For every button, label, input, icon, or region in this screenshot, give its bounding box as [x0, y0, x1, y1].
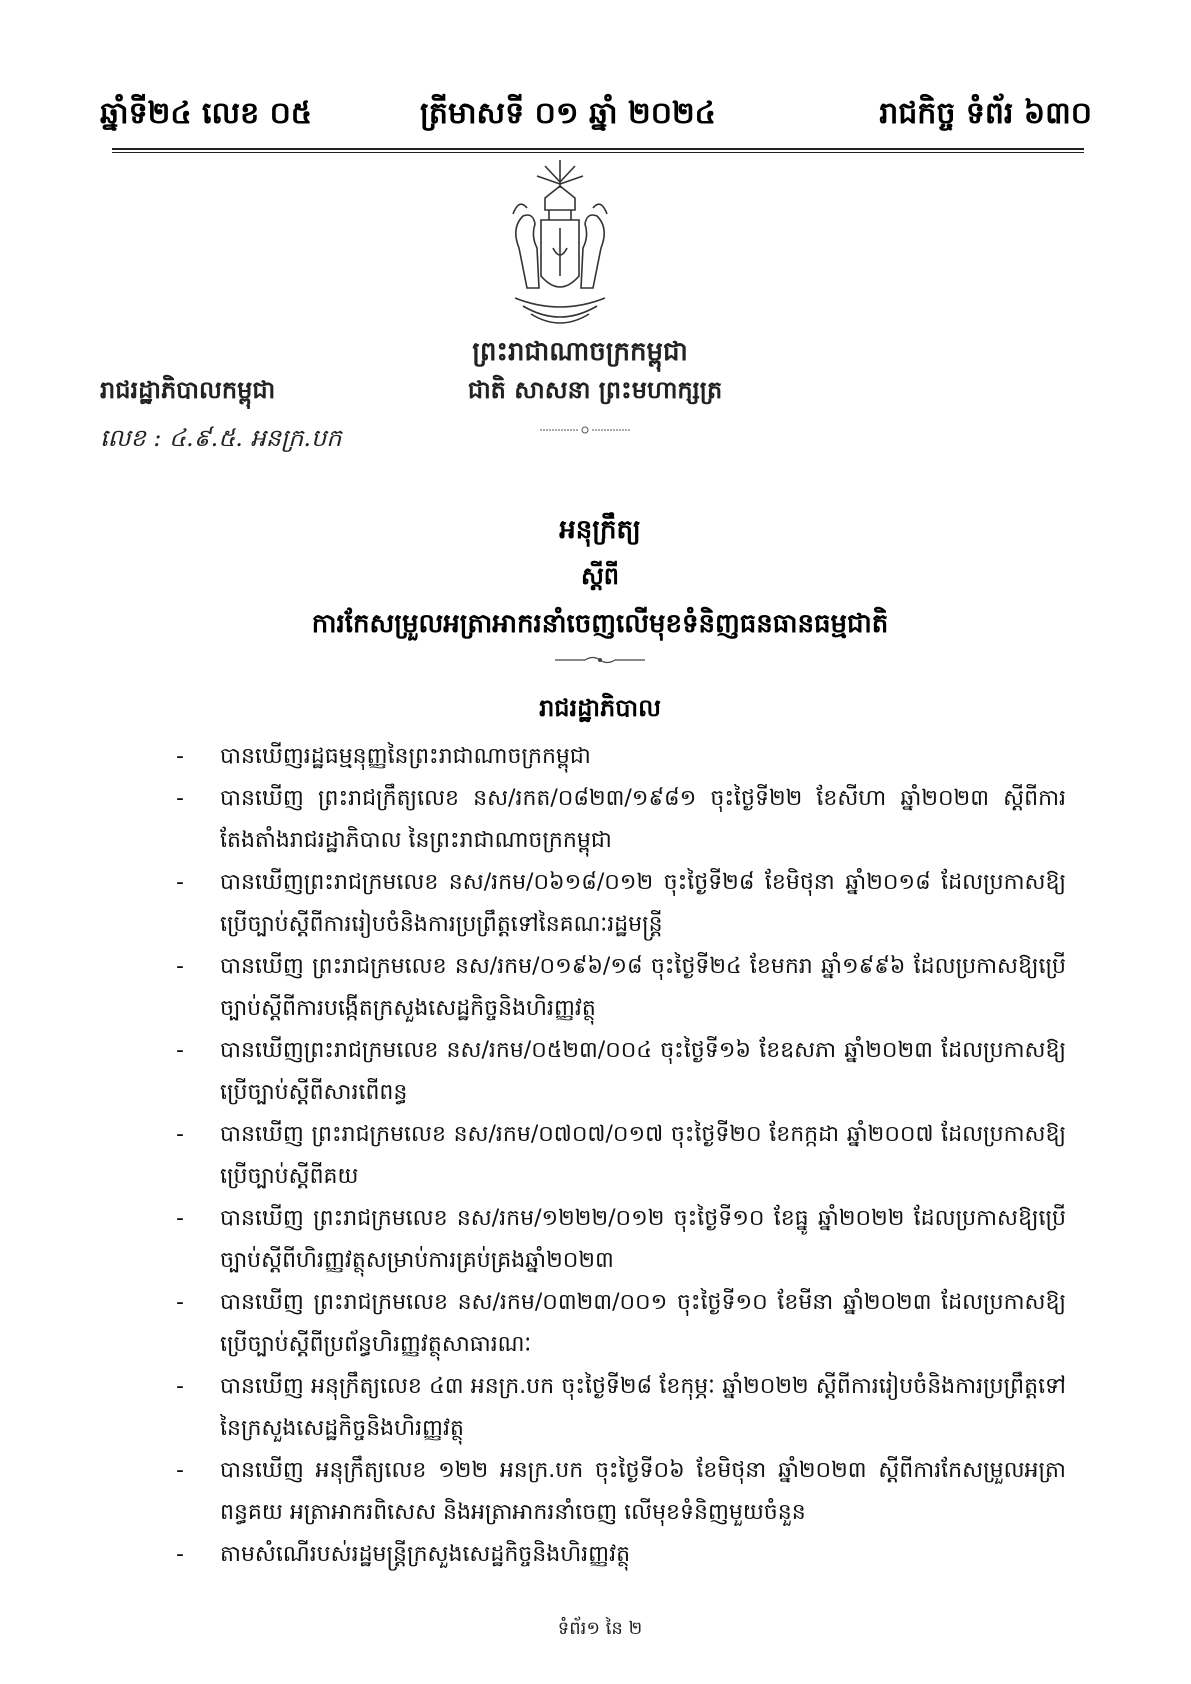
list-item: - បានឃើញ អនុក្រឹត្យលេខ ៤៣ អនក្រ.បក ចុះថ្ងៃទី២៨ ខែកុម្ភៈ ឆ្នាំ២០២២ ស្ដីពីការរៀបចំនិងការប្រព្រឹត្តទៅនៃក្រសួងសេដ្ឋកិច្ចនិងហិរញ្ញវត្ថុ	[176, 1374, 1066, 1441]
list-item: - តាមសំណើរបស់រដ្ឋមន្ត្រីក្រសួងសេដ្ឋកិច្ចនិងហិរញ្ញវត្ថុ	[176, 1542, 631, 1567]
header-rule	[112, 148, 1084, 153]
kingdom-name: ព្រះរាជាណាចក្រកម្ពុជា	[472, 337, 688, 367]
government-name: រាជរដ្ឋាភិបាលកម្ពុជា	[100, 375, 276, 404]
list-item-text: បានឃើញព្រះរាជក្រមលេខ នស/រកម/០៥២៣/០០៤ ចុះថ្ងៃទី១៦ ខែឧសភា ឆ្នាំ២០២៣ ដែលប្រកាសឱ្យប្រើច្បាប់ស្ដីពីសារពើពន្ធ	[220, 1038, 1066, 1105]
page-footer-number: ទំព័រ១ នៃ ២	[557, 1618, 643, 1639]
gazette-header	[100, 84, 1092, 144]
header-year-issue: ឆ្នាំទី២៤ លេខ ០៥	[100, 96, 313, 131]
list-item-text: បានឃើញ អនុក្រឹត្យលេខ ៤៣ អនក្រ.បក ចុះថ្ងៃទី២៨ ខែកុម្ភៈ ឆ្នាំ២០២២ ស្ដីពីការរៀបចំនិងការប្រព្រឹត្តទៅនៃក្រសួងសេដ្ឋកិច្ចនិងហិរញ្ញវត្ថុ	[220, 1374, 1066, 1441]
list-item-text: បានឃើញ អនុក្រឹត្យលេខ ១២២ អនក្រ.បក ចុះថ្ងៃទី០៦ ខែមិថុនា ឆ្នាំ២០២៣ ស្ដីពីការកែសម្រួលអត្រាពន្ធគយ អត្រាអាករពិសេស និងអត្រាអាករនាំចេញ លើមុខទំនិញមួយចំនួន	[220, 1458, 1066, 1525]
title-ornament-divider	[555, 655, 645, 665]
list-item-text: បានឃើញ ព្រះរាជក្រមលេខ នស/រកម/០៧០៧/០១៧ ចុះថ្ងៃទី២០ ខែកក្កដា ឆ្នាំ២០០៧ ដែលប្រកាសឱ្យប្រើច្បាប់ស្ដីពីគយ	[220, 1122, 1066, 1189]
list-item-text: តាមសំណើរបស់រដ្ឋមន្ត្រីក្រសួងសេដ្ឋកិច្ចនិងហិរញ្ញវត្ថុ	[220, 1542, 631, 1567]
list-item: - បានឃើញ ព្រះរាជក្រមលេខ នស/រកម/១២២២/០១២ ចុះថ្ងៃទី១០ ខែធ្នូ ឆ្នាំ២០២២ ដែលប្រកាសឱ្យប្រើច្បាប់ស្ដីពីហិរញ្ញវត្ថុសម្រាប់ការគ្រប់គ្រងឆ្នាំ២០២៣	[176, 1206, 1066, 1273]
document-type-title: អនុក្រឹត្យ	[559, 515, 641, 545]
list-item: - បានឃើញ ព្រះរាជក្រឹត្យលេខ នស/រកត/០៨២៣/១៩៨១ ចុះថ្ងៃទី២២ ខែសីហា ឆ្នាំ២០២៣ ស្ដីពីការតែងតាំងរាជរដ្ឋាភិបាល នៃព្រះរាជាណាចក្រកម្ពុជា	[176, 786, 1066, 853]
list-item-text: បានឃើញ ព្រះរាជក្រមលេខ នស/រកម/០១៩៦/១៨ ចុះថ្ងៃទី២៤ ខែមករា ឆ្នាំ១៩៩៦ ដែលប្រកាសឱ្យប្រើច្បាប់ស្ដីពីការបង្កើតក្រសួងសេដ្ឋកិច្ចនិងហិរញ្ញវត្ថុ	[220, 954, 1066, 1021]
list-item: - បានឃើញព្រះរាជក្រមលេខ នស/រកម/០៥២៣/០០៤ ចុះថ្ងៃទី១៦ ខែឧសភា ឆ្នាំ២០២៣ ដែលប្រកាសឱ្យប្រើច្បាប់ស្ដីពីសារពើពន្ធ	[176, 1038, 1066, 1105]
list-item: - បានឃើញ ព្រះរាជក្រមលេខ នស/រកម/០៧០៧/០១៧ ចុះថ្ងៃទី២០ ខែកក្កដា ឆ្នាំ២០០៧ ដែលប្រកាសឱ្យប្រើច្បាប់ស្ដីពីគយ	[176, 1122, 1066, 1189]
list-item: - បានឃើញព្រះរាជក្រមលេខ នស/រកម/០៦១៨/០១២ ចុះថ្ងៃទី២៨ ខែមិថុនា ឆ្នាំ២០១៨ ដែលប្រកាសឱ្យប្រើច្បាប់ស្ដីពីការរៀបចំនិងការប្រព្រឹត្តទៅនៃគណៈរដ្ឋមន្ត្រី	[176, 870, 1066, 937]
royal-emblem-icon	[505, 158, 615, 333]
list-item-text: បានឃើញរដ្ឋធម្មនុញ្ញនៃព្រះរាជាណាចក្រកម្ពុជា	[220, 744, 591, 769]
list-item-text: បានឃើញ ព្រះរាជក្រមលេខ នស/រកម/០៣២៣/០០១ ចុះថ្ងៃទី១០ ខែមីនា ឆ្នាំ២០២៣ ដែលប្រកាសឱ្យប្រើច្បាប់ស្ដីពីប្រព័ន្ធហិរញ្ញវត្ថុសាធារណៈ	[220, 1290, 1066, 1357]
header-quarter: ត្រីមាសទី ០១ ឆ្នាំ ២០២៤	[420, 96, 716, 131]
document-number: លេខ : ៤.៩.៥. អនក្រ.បក	[100, 424, 342, 452]
list-item-text: បានឃើញព្រះរាជក្រមលេខ នស/រកម/០៦១៨/០១២ ចុះថ្ងៃទី២៨ ខែមិថុនា ឆ្នាំ២០១៨ ដែលប្រកាសឱ្យប្រើច្បាប់ស្ដីពីការរៀបចំនិងការប្រព្រឹត្តទៅនៃគណៈរដ្ឋមន្ត្រី	[220, 870, 1066, 937]
legal-basis-list	[176, 736, 1066, 1576]
list-item: - បានឃើញ ព្រះរាជក្រមលេខ នស/រកម/០១៩៦/១៨ ចុះថ្ងៃទី២៤ ខែមករា ឆ្នាំ១៩៩៦ ដែលប្រកាសឱ្យប្រើច្បាប់ស្ដីពីការបង្កើតក្រសួងសេដ្ឋកិច្ចនិងហិរញ្ញវត្ថុ	[176, 954, 1066, 1021]
document-subject: ការកែសម្រួលអត្រាអាករនាំចេញលើមុខទំនិញធនធានធម្មជាតិ	[311, 609, 889, 639]
list-item-text: បានឃើញ ព្រះរាជក្រឹត្យលេខ នស/រកត/០៨២៣/១៩៨១ ចុះថ្ងៃទី២២ ខែសីហា ឆ្នាំ២០២៣ ស្ដីពីការតែងតាំងរាជរដ្ឋាភិបាល នៃព្រះរាជាណាចក្រកម្ពុជា	[220, 786, 1066, 853]
list-item: - បានឃើញ ព្រះរាជក្រមលេខ នស/រកម/០៣២៣/០០១ ចុះថ្ងៃទី១០ ខែមីនា ឆ្នាំ២០២៣ ដែលប្រកាសឱ្យប្រើច្បាប់ស្ដីពីប្រព័ន្ធហិរញ្ញវត្ថុសាធារណៈ	[176, 1290, 1066, 1357]
header-page-number: រាជកិច្ច ទំព័រ ៦៣០	[879, 96, 1092, 131]
title-regarding: ស្ដីពី	[580, 561, 620, 590]
national-motto: ជាតិ សាសនា ព្រះមហាក្សត្រ	[467, 375, 723, 404]
issuing-authority: រាជរដ្ឋាភិបាល	[539, 693, 661, 722]
list-item: - បានឃើញ អនុក្រឹត្យលេខ ១២២ អនក្រ.បក ចុះថ្ងៃទី០៦ ខែមិថុនា ឆ្នាំ២០២៣ ស្ដីពីការកែសម្រួលអត្រាពន្ធគយ អត្រាអាករពិសេស និងអត្រាអាករនាំចេញ លើមុខទំនិញមួយចំនួន	[176, 1458, 1066, 1525]
motto-ornament-divider	[540, 426, 630, 434]
list-item-text: បានឃើញ ព្រះរាជក្រមលេខ នស/រកម/១២២២/០១២ ចុះថ្ងៃទី១០ ខែធ្នូ ឆ្នាំ២០២២ ដែលប្រកាសឱ្យប្រើច្បាប់ស្ដីពីហិរញ្ញវត្ថុសម្រាប់ការគ្រប់គ្រងឆ្នាំ២០២៣	[220, 1206, 1066, 1273]
list-item: - បានឃើញរដ្ឋធម្មនុញ្ញនៃព្រះរាជាណាចក្រកម្ពុជា	[176, 744, 591, 769]
